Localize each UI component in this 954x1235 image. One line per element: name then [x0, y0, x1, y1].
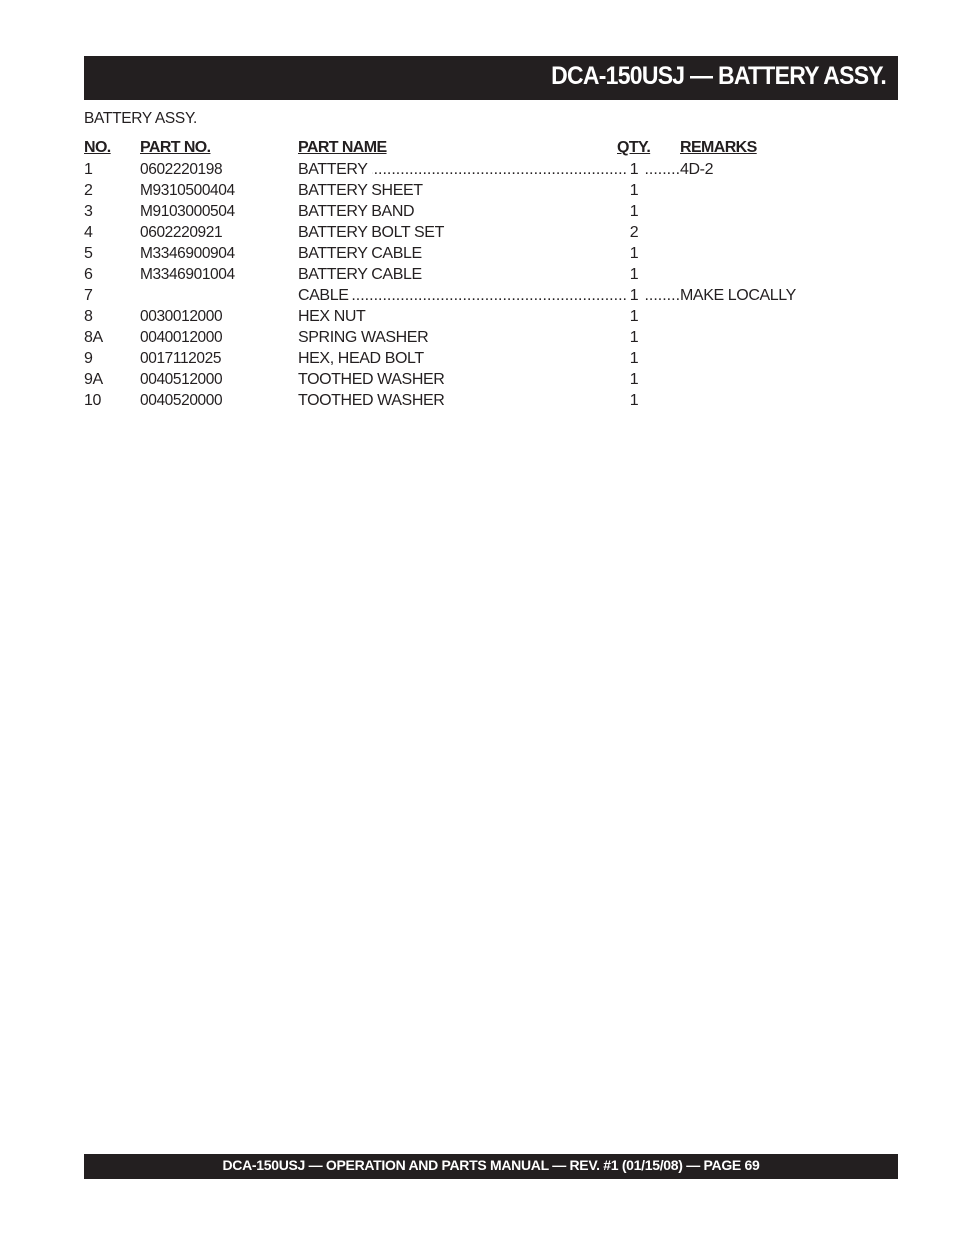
page-footer-bar — [84, 1154, 898, 1179]
remarks: MAKE LOCALLY — [680, 287, 796, 304]
table-row — [84, 201, 824, 222]
part-number: M3346900904 — [140, 245, 235, 262]
table-row — [84, 327, 824, 348]
column-header-qty: QTY. — [617, 139, 651, 156]
table-row — [84, 348, 824, 369]
part-number: 0017112025 — [140, 350, 222, 367]
quantity: 1 — [629, 392, 639, 409]
quantity: 1 — [629, 203, 639, 220]
part-name: BATTERY SHEET — [298, 182, 423, 199]
part-name-leader — [298, 285, 628, 306]
part-name: BATTERY BOLT SET — [298, 224, 444, 241]
item-number: 5 — [84, 245, 93, 262]
quantity: 1 — [629, 182, 639, 199]
item-number: 8A — [84, 329, 103, 346]
page-title-bar — [84, 56, 898, 100]
parts-list-table — [84, 137, 824, 411]
page-title: DCA-150USJ — BATTERY ASSY. — [551, 62, 886, 90]
part-number: M9103000504 — [140, 203, 235, 220]
quantity: 1 — [629, 161, 639, 178]
table-body — [84, 159, 824, 411]
table-row — [84, 264, 824, 285]
part-number: 0040512000 — [140, 371, 223, 388]
part-number: 0030012000 — [140, 308, 223, 325]
table-row — [84, 390, 824, 411]
part-number: 0602220921 — [140, 224, 223, 241]
remarks-leader: ........ — [640, 287, 680, 304]
page-footer: DCA-150USJ — OPERATION AND PARTS MANUAL — REV. #1 (01/15/08) — PAGE 69 — [222, 1157, 760, 1173]
part-number: 0602220198 — [140, 161, 223, 178]
part-name: SPRING WASHER — [298, 329, 429, 346]
quantity: 1 — [629, 287, 639, 304]
item-number: 8 — [84, 308, 93, 325]
item-number: 9 — [84, 350, 93, 367]
section-heading: BATTERY ASSY. — [84, 110, 197, 127]
item-number: 4 — [84, 224, 93, 241]
part-number: M3346901004 — [140, 266, 235, 283]
item-number: 3 — [84, 203, 93, 220]
part-name: BATTERY CABLE — [298, 266, 422, 283]
remarks: 4D-2 — [680, 161, 714, 178]
part-name: BATTERY CABLE — [298, 245, 422, 262]
quantity: 1 — [629, 350, 639, 367]
table-row — [84, 306, 824, 327]
part-name: BATTERY — [298, 161, 372, 178]
part-number: 0040012000 — [140, 329, 223, 346]
part-name: TOOTHED WASHER — [298, 392, 445, 409]
quantity: 1 — [629, 329, 639, 346]
column-header-part-name: PART NAME — [298, 139, 387, 156]
table-header-row — [84, 137, 824, 159]
column-header-part-no: PART NO. — [140, 139, 211, 156]
table-row — [84, 159, 824, 180]
item-number: 7 — [84, 287, 93, 304]
part-name: HEX NUT — [298, 308, 366, 325]
item-number: 9A — [84, 371, 103, 388]
part-name-leader — [298, 159, 628, 180]
table-row — [84, 180, 824, 201]
column-header-remarks: REMARKS — [680, 139, 757, 156]
table-row — [84, 243, 824, 264]
quantity: 1 — [629, 266, 639, 283]
item-number: 1 — [84, 161, 93, 178]
part-name: CABLE — [298, 287, 352, 304]
part-number: 0040520000 — [140, 392, 223, 409]
item-number: 6 — [84, 266, 93, 283]
part-name: HEX, HEAD BOLT — [298, 350, 424, 367]
part-number: M9310500404 — [140, 182, 235, 199]
quantity: 1 — [629, 308, 639, 325]
part-name: BATTERY BAND — [298, 203, 415, 220]
quantity: 1 — [629, 371, 639, 388]
part-name: TOOTHED WASHER — [298, 371, 445, 388]
table-row — [84, 369, 824, 390]
remarks-leader: ........ — [640, 161, 680, 178]
quantity: 1 — [629, 245, 639, 262]
table-row — [84, 222, 824, 243]
table-row — [84, 285, 824, 306]
quantity: 2 — [629, 224, 639, 241]
column-header-no: NO. — [84, 139, 111, 156]
item-number: 10 — [84, 392, 101, 409]
item-number: 2 — [84, 182, 93, 199]
